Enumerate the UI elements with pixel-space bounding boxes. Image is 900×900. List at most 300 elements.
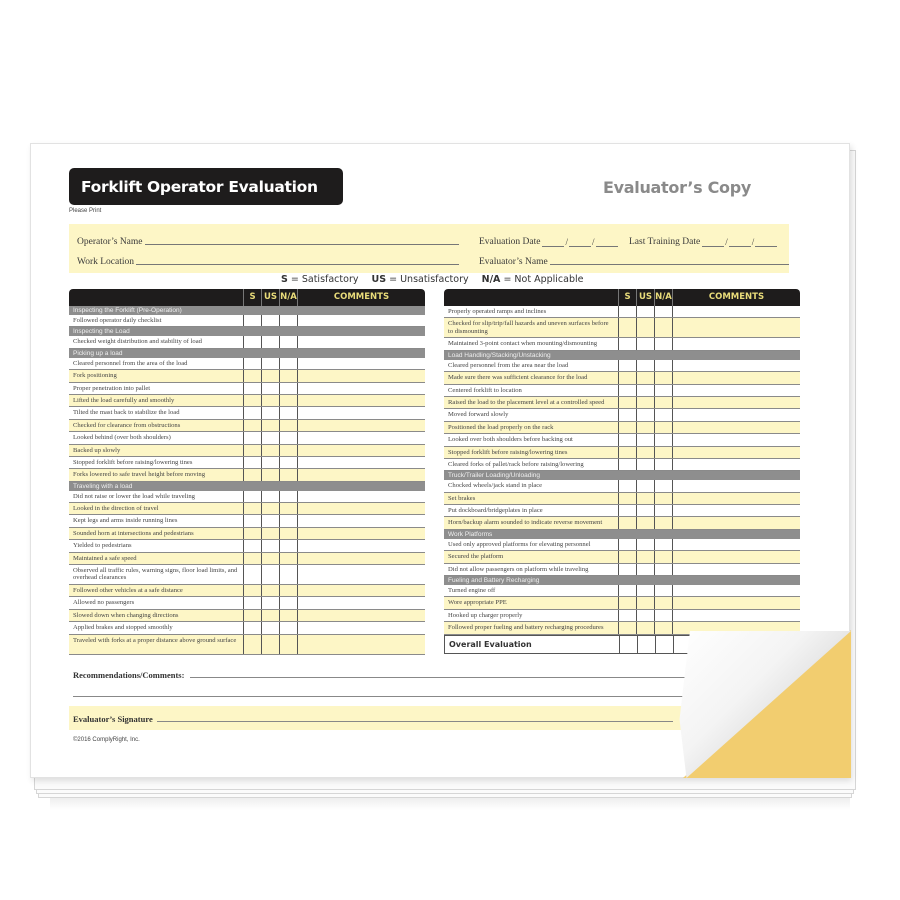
checkbox-us[interactable] [636, 493, 654, 504]
section-header: Inspecting the Forklift (Pre-Operation) [69, 306, 425, 315]
checkbox-s[interactable] [618, 480, 636, 491]
signature-label: Evaluator’s Signature [73, 714, 153, 724]
checkbox-s[interactable] [243, 469, 261, 480]
comments-cell[interactable] [297, 585, 425, 596]
table-row [69, 491, 425, 503]
checkbox-s[interactable] [618, 447, 636, 458]
table-row [69, 503, 425, 515]
checkbox-us[interactable] [636, 585, 654, 596]
table-row [69, 370, 425, 382]
checkbox-s[interactable] [243, 358, 261, 369]
checkbox-na[interactable] [654, 318, 672, 337]
section-header: Traveling with a load [69, 482, 425, 491]
comments-cell[interactable] [672, 585, 800, 596]
comments-cell[interactable] [297, 407, 425, 418]
row-label: Looked over both shoulders before backing out [448, 436, 573, 444]
checkbox-na[interactable] [279, 610, 297, 621]
table-row [444, 397, 800, 409]
row-label: Fork positioning [73, 372, 117, 380]
checkbox-s[interactable] [243, 370, 261, 381]
evaluator-name-field[interactable] [479, 257, 789, 267]
section-header: Picking up a load [69, 349, 425, 358]
comments-cell[interactable] [297, 358, 425, 369]
checkbox-s[interactable] [243, 395, 261, 406]
evaluator-name-line[interactable] [550, 264, 789, 265]
checkbox-na[interactable] [654, 338, 672, 349]
signature-line[interactable] [157, 721, 673, 722]
comments-cell[interactable] [672, 459, 800, 470]
checkbox-us[interactable] [261, 432, 279, 443]
column-us: US [261, 289, 279, 306]
operator-name-line[interactable] [145, 244, 459, 245]
checkbox-na[interactable] [654, 397, 672, 408]
table-row [444, 505, 800, 517]
checkbox-us[interactable] [261, 610, 279, 621]
checkbox-s[interactable] [243, 622, 261, 633]
checkbox-s[interactable] [618, 397, 636, 408]
table-row [69, 395, 425, 407]
column-comments: COMMENTS [672, 289, 800, 306]
row-label: Observed all traffic rules, warning signs, floor load limits, and overhead clearances [73, 567, 238, 582]
checkbox-na[interactable] [654, 409, 672, 420]
checkbox-us[interactable] [261, 358, 279, 369]
checkbox-na[interactable] [279, 315, 297, 326]
checkbox-na[interactable] [279, 432, 297, 443]
row-label: Checked for clearance from obstructions [73, 421, 181, 429]
checkbox-s[interactable] [243, 315, 261, 326]
table-row [444, 597, 800, 609]
row-label: Tilted the mast back to stabilize the load [73, 409, 180, 417]
copyright: ©2016 ComplyRight, Inc. [73, 737, 140, 743]
table-row [444, 360, 800, 372]
checkbox-us[interactable] [261, 565, 279, 584]
comments-cell[interactable] [297, 420, 425, 431]
comments-cell[interactable] [297, 597, 425, 608]
row-label: Stopped forklift before raising/lowering tines [73, 458, 193, 466]
recommendations-label: Recommendations/Comments: [73, 670, 185, 680]
checkbox-na[interactable] [279, 469, 297, 480]
row-label: Used only approved platforms for elevating personnel [448, 540, 591, 548]
checkbox-s[interactable] [618, 622, 636, 633]
comments-cell[interactable] [297, 540, 425, 551]
row-label: Followed operator daily checklist [73, 317, 162, 324]
comments-cell[interactable] [672, 306, 800, 317]
checkbox-na[interactable] [654, 306, 672, 317]
row-label: Lifted the load carefully and smoothly [73, 396, 175, 404]
checkbox-us[interactable] [636, 564, 654, 575]
table-row [69, 432, 425, 444]
checkbox-s[interactable] [243, 528, 261, 539]
checkbox-us[interactable] [261, 370, 279, 381]
checkbox-us[interactable] [636, 306, 654, 317]
table-row [444, 493, 800, 505]
checkbox-us[interactable] [636, 597, 654, 608]
checkbox-na[interactable] [279, 358, 297, 369]
checkbox-us[interactable] [261, 540, 279, 551]
checkbox-s[interactable] [243, 491, 261, 502]
checkbox-s[interactable] [243, 565, 261, 584]
checkbox-us[interactable] [261, 395, 279, 406]
checkbox-s[interactable] [619, 636, 637, 653]
checkbox-na[interactable] [654, 385, 672, 396]
checkbox-na[interactable] [279, 585, 297, 596]
comments-cell[interactable] [297, 515, 425, 526]
checkbox-us[interactable] [636, 459, 654, 470]
checkbox-na[interactable] [279, 370, 297, 381]
checkbox-us[interactable] [261, 457, 279, 468]
please-print-note: Please Print [69, 208, 102, 214]
checkbox-s[interactable] [243, 585, 261, 596]
column-s: S [243, 289, 261, 306]
checkbox-na[interactable] [279, 565, 297, 584]
checkbox-na[interactable] [654, 564, 672, 575]
checkbox-us[interactable] [636, 447, 654, 458]
checkbox-us[interactable] [637, 636, 655, 653]
table-row [444, 610, 800, 622]
row-label: Looked in the direction of travel [73, 505, 159, 513]
checkbox-na[interactable] [279, 407, 297, 418]
evaluation-date-input[interactable]: / / [542, 237, 617, 247]
table-row [444, 372, 800, 384]
checkbox-us[interactable] [636, 551, 654, 562]
checkbox-us[interactable] [261, 528, 279, 539]
checkbox-s[interactable] [618, 551, 636, 562]
row-label: Turned engine off [448, 587, 496, 595]
comments-cell[interactable] [297, 503, 425, 514]
table-row [444, 338, 800, 350]
checkbox-na[interactable] [279, 540, 297, 551]
checkbox-na[interactable] [654, 551, 672, 562]
checkbox-s[interactable] [243, 445, 261, 456]
comments-cell[interactable] [672, 447, 800, 458]
checkbox-s[interactable] [243, 432, 261, 443]
checkbox-na[interactable] [654, 434, 672, 445]
recommendations-line-2[interactable] [73, 696, 778, 697]
row-label: Did not raise or lower the load while traveling [73, 492, 195, 500]
checkbox-na[interactable] [654, 539, 672, 550]
checkbox-s[interactable] [618, 539, 636, 550]
row-label: Forks lowered to safe travel height before moving [73, 471, 206, 479]
checkbox-na[interactable] [279, 503, 297, 514]
checkbox-s[interactable] [618, 318, 636, 337]
table-row [69, 540, 425, 552]
comments-cell[interactable] [297, 383, 425, 394]
checkbox-s[interactable] [618, 517, 636, 528]
table-header [69, 289, 425, 306]
checkbox-na[interactable] [654, 360, 672, 371]
comments-cell[interactable] [297, 395, 425, 406]
checkbox-na[interactable] [654, 517, 672, 528]
table-row [69, 315, 425, 327]
checkbox-s[interactable] [243, 515, 261, 526]
checkbox-us[interactable] [636, 422, 654, 433]
checkbox-s[interactable] [243, 457, 261, 468]
evaluation-date-field[interactable] [479, 237, 618, 247]
comments-cell[interactable] [297, 553, 425, 564]
last-training-date-label: Last Training Date [629, 237, 701, 247]
checkbox-s[interactable] [243, 503, 261, 514]
checkbox-s[interactable] [243, 420, 261, 431]
row-label: Overall Evaluation [449, 639, 532, 649]
comments-cell[interactable] [297, 610, 425, 621]
checkbox-us[interactable] [636, 505, 654, 516]
evaluation-table-left [69, 289, 425, 655]
comments-cell[interactable] [297, 622, 425, 633]
last-training-date-input[interactable]: / / [702, 237, 777, 247]
comments-cell[interactable] [672, 539, 800, 550]
row-label: Made sure there was sufficient clearance for the load [448, 374, 588, 382]
comments-cell[interactable] [297, 635, 425, 654]
checkbox-na[interactable] [654, 422, 672, 433]
work-location-field[interactable] [77, 257, 459, 267]
checkbox-us[interactable] [261, 622, 279, 633]
comments-cell[interactable] [297, 432, 425, 443]
table-row [444, 434, 800, 446]
comments-cell[interactable] [672, 564, 800, 575]
evaluation-date-label: Evaluation Date [479, 237, 541, 247]
section-header: Fueling and Battery Recharging [444, 576, 800, 585]
table-row [69, 528, 425, 540]
checkbox-na[interactable] [654, 447, 672, 458]
comments-cell[interactable] [297, 445, 425, 456]
comments-cell[interactable] [672, 493, 800, 504]
comments-cell[interactable] [672, 318, 800, 337]
row-label: Did not allow passengers on platform while traveling [448, 565, 589, 573]
row-label: Looked behind (over both shoulders) [73, 434, 171, 442]
checkbox-na[interactable] [654, 493, 672, 504]
checkbox-s[interactable] [243, 383, 261, 394]
checkbox-us[interactable] [261, 503, 279, 514]
table-row [69, 515, 425, 527]
checkbox-s[interactable] [618, 385, 636, 396]
table-row [444, 385, 800, 397]
comments-cell[interactable] [297, 565, 425, 584]
column-comments: COMMENTS [297, 289, 425, 306]
comments-cell[interactable] [297, 457, 425, 468]
table-row [69, 407, 425, 419]
checkbox-us[interactable] [636, 360, 654, 371]
comments-cell[interactable] [672, 385, 800, 396]
comments-cell[interactable] [672, 397, 800, 408]
table-row [69, 553, 425, 565]
column-na: N/A [279, 289, 297, 306]
checkbox-s[interactable] [243, 336, 261, 347]
comments-cell[interactable] [672, 480, 800, 491]
checkbox-us[interactable] [636, 409, 654, 420]
row-label: Applied brakes and stopped smoothly [73, 624, 173, 632]
row-label: Checked weight distribution and stability of load [73, 338, 202, 346]
table-row [69, 597, 425, 609]
row-label: Wore appropriate PPE [448, 599, 507, 607]
checkbox-s[interactable] [618, 610, 636, 621]
row-label: Proper penetration into pallet [73, 384, 151, 392]
checkbox-na[interactable] [279, 528, 297, 539]
table-row [444, 539, 800, 551]
checkbox-na[interactable] [654, 597, 672, 608]
table-row [444, 422, 800, 434]
checkbox-na[interactable] [279, 445, 297, 456]
comments-cell[interactable] [672, 372, 800, 383]
table-row [69, 585, 425, 597]
comments-cell[interactable] [672, 338, 800, 349]
comments-cell[interactable] [672, 597, 800, 608]
checkbox-us[interactable] [636, 517, 654, 528]
checkbox-na[interactable] [279, 553, 297, 564]
checkbox-s[interactable] [618, 585, 636, 596]
row-label: Followed proper fueling and battery recharging procedures [448, 624, 604, 632]
checkbox-us[interactable] [261, 553, 279, 564]
row-label: Positioned the load properly on the rack [448, 423, 554, 431]
checkbox-us[interactable] [636, 434, 654, 445]
comments-cell[interactable] [672, 422, 800, 433]
checkbox-na[interactable] [279, 383, 297, 394]
checkbox-s[interactable] [618, 493, 636, 504]
checkbox-us[interactable] [261, 635, 279, 654]
row-label: Sounded horn at intersections and pedestrians [73, 529, 194, 537]
signature-field[interactable] [73, 714, 673, 724]
checkbox-us[interactable] [636, 338, 654, 349]
table-row [69, 622, 425, 634]
row-label: Set brakes [448, 494, 476, 502]
table-row [444, 585, 800, 597]
checkbox-us[interactable] [636, 610, 654, 621]
checkbox-s[interactable] [618, 409, 636, 420]
comments-cell[interactable] [672, 409, 800, 420]
checkbox-s[interactable] [243, 610, 261, 621]
row-label: Backed up slowly [73, 446, 121, 454]
checkbox-us[interactable] [636, 318, 654, 337]
table-row [69, 420, 425, 432]
checkbox-na[interactable] [279, 420, 297, 431]
table-row [444, 447, 800, 459]
checkbox-us[interactable] [261, 445, 279, 456]
column-na: N/A [654, 289, 672, 306]
table-row [444, 306, 800, 318]
checkbox-us[interactable] [261, 315, 279, 326]
row-label: Put dockboard/bridgeplates in place [448, 507, 543, 515]
comments-cell[interactable] [672, 434, 800, 445]
checkbox-na[interactable] [279, 622, 297, 633]
checkbox-na[interactable] [654, 480, 672, 491]
checkbox-s[interactable] [243, 635, 261, 654]
comments-cell[interactable] [297, 528, 425, 539]
evaluator-name-label: Evaluator’s Name [479, 257, 548, 267]
checkbox-s[interactable] [618, 306, 636, 317]
comments-cell[interactable] [672, 505, 800, 516]
checkbox-us[interactable] [261, 585, 279, 596]
checkbox-na[interactable] [654, 505, 672, 516]
checkbox-s[interactable] [618, 597, 636, 608]
comments-cell[interactable] [297, 491, 425, 502]
checkbox-na[interactable] [279, 457, 297, 468]
row-label: Slowed down when changing directions [73, 611, 179, 619]
checkbox-us[interactable] [636, 622, 654, 633]
checkbox-us[interactable] [261, 407, 279, 418]
checkbox-na[interactable] [654, 585, 672, 596]
checkbox-s[interactable] [243, 597, 261, 608]
checkbox-us[interactable] [261, 336, 279, 347]
comments-cell[interactable] [672, 517, 800, 528]
checkbox-us[interactable] [261, 420, 279, 431]
section-header: Load Handling/Stacking/Unstacking [444, 351, 800, 360]
row-label: Centered forklift to location [448, 386, 522, 394]
checkbox-s[interactable] [618, 360, 636, 371]
table-row [69, 358, 425, 370]
checkbox-na[interactable] [279, 597, 297, 608]
checkbox-us[interactable] [636, 397, 654, 408]
checkbox-na[interactable] [279, 336, 297, 347]
checkbox-us[interactable] [261, 383, 279, 394]
table-row [69, 610, 425, 622]
checkbox-us[interactable] [261, 597, 279, 608]
row-label: Cleared personnel from the area near the load [448, 361, 569, 369]
checkbox-us[interactable] [261, 469, 279, 480]
table-row [444, 480, 800, 492]
table-row [444, 459, 800, 471]
comments-cell[interactable] [672, 360, 800, 371]
section-header: Inspecting the Load [69, 327, 425, 336]
row-label: Chocked wheels/jack stand in place [448, 482, 543, 490]
checkbox-us[interactable] [636, 385, 654, 396]
checkbox-us[interactable] [636, 539, 654, 550]
checkbox-s[interactable] [618, 338, 636, 349]
checkbox-na[interactable] [654, 610, 672, 621]
checkbox-na[interactable] [654, 622, 672, 633]
comments-cell[interactable] [297, 469, 425, 480]
checkbox-s[interactable] [618, 372, 636, 383]
work-location-line[interactable] [136, 264, 459, 265]
checkbox-us[interactable] [261, 515, 279, 526]
recommendations-field[interactable] [73, 670, 783, 680]
comments-cell[interactable] [297, 370, 425, 381]
comments-cell[interactable] [672, 610, 800, 621]
row-label: Raised the load to the placement level at a controlled speed [448, 398, 605, 406]
comments-cell[interactable] [297, 336, 425, 347]
checkbox-s[interactable] [243, 540, 261, 551]
checkbox-s[interactable] [618, 459, 636, 470]
checkbox-s[interactable] [243, 553, 261, 564]
checkbox-na[interactable] [654, 372, 672, 383]
table-row [444, 517, 800, 529]
checkbox-na[interactable] [279, 491, 297, 502]
checkbox-s[interactable] [618, 422, 636, 433]
rating-legend: S = Satisfactory US = Unsatisfactory N/A = Not Applicable [281, 274, 584, 285]
checkbox-us[interactable] [636, 480, 654, 491]
checkbox-s[interactable] [243, 407, 261, 418]
table-row [444, 551, 800, 563]
checkbox-s[interactable] [618, 564, 636, 575]
operator-name-field[interactable] [77, 237, 459, 247]
checkbox-us[interactable] [636, 372, 654, 383]
row-label: Properly operated ramps and inclines [448, 308, 547, 315]
row-label: Hooked up charger properly [448, 611, 523, 619]
row-label: Stopped forklift before raising/lowering tines [448, 448, 568, 456]
checkbox-na[interactable] [654, 459, 672, 470]
checkbox-na[interactable] [655, 636, 673, 653]
checkbox-na[interactable] [279, 635, 297, 654]
operator-name-label: Operator’s Name [77, 237, 143, 247]
checkbox-s[interactable] [618, 434, 636, 445]
comments-cell[interactable] [297, 315, 425, 326]
row-label: Cleared forks of pallet/rack before raising/lowering [448, 460, 584, 468]
last-training-date-field[interactable] [629, 237, 777, 247]
row-label: Allowed no passengers [73, 599, 135, 607]
comments-cell[interactable] [672, 551, 800, 562]
checkbox-na[interactable] [279, 515, 297, 526]
checkbox-s[interactable] [618, 505, 636, 516]
checkbox-na[interactable] [279, 395, 297, 406]
checkbox-us[interactable] [261, 491, 279, 502]
